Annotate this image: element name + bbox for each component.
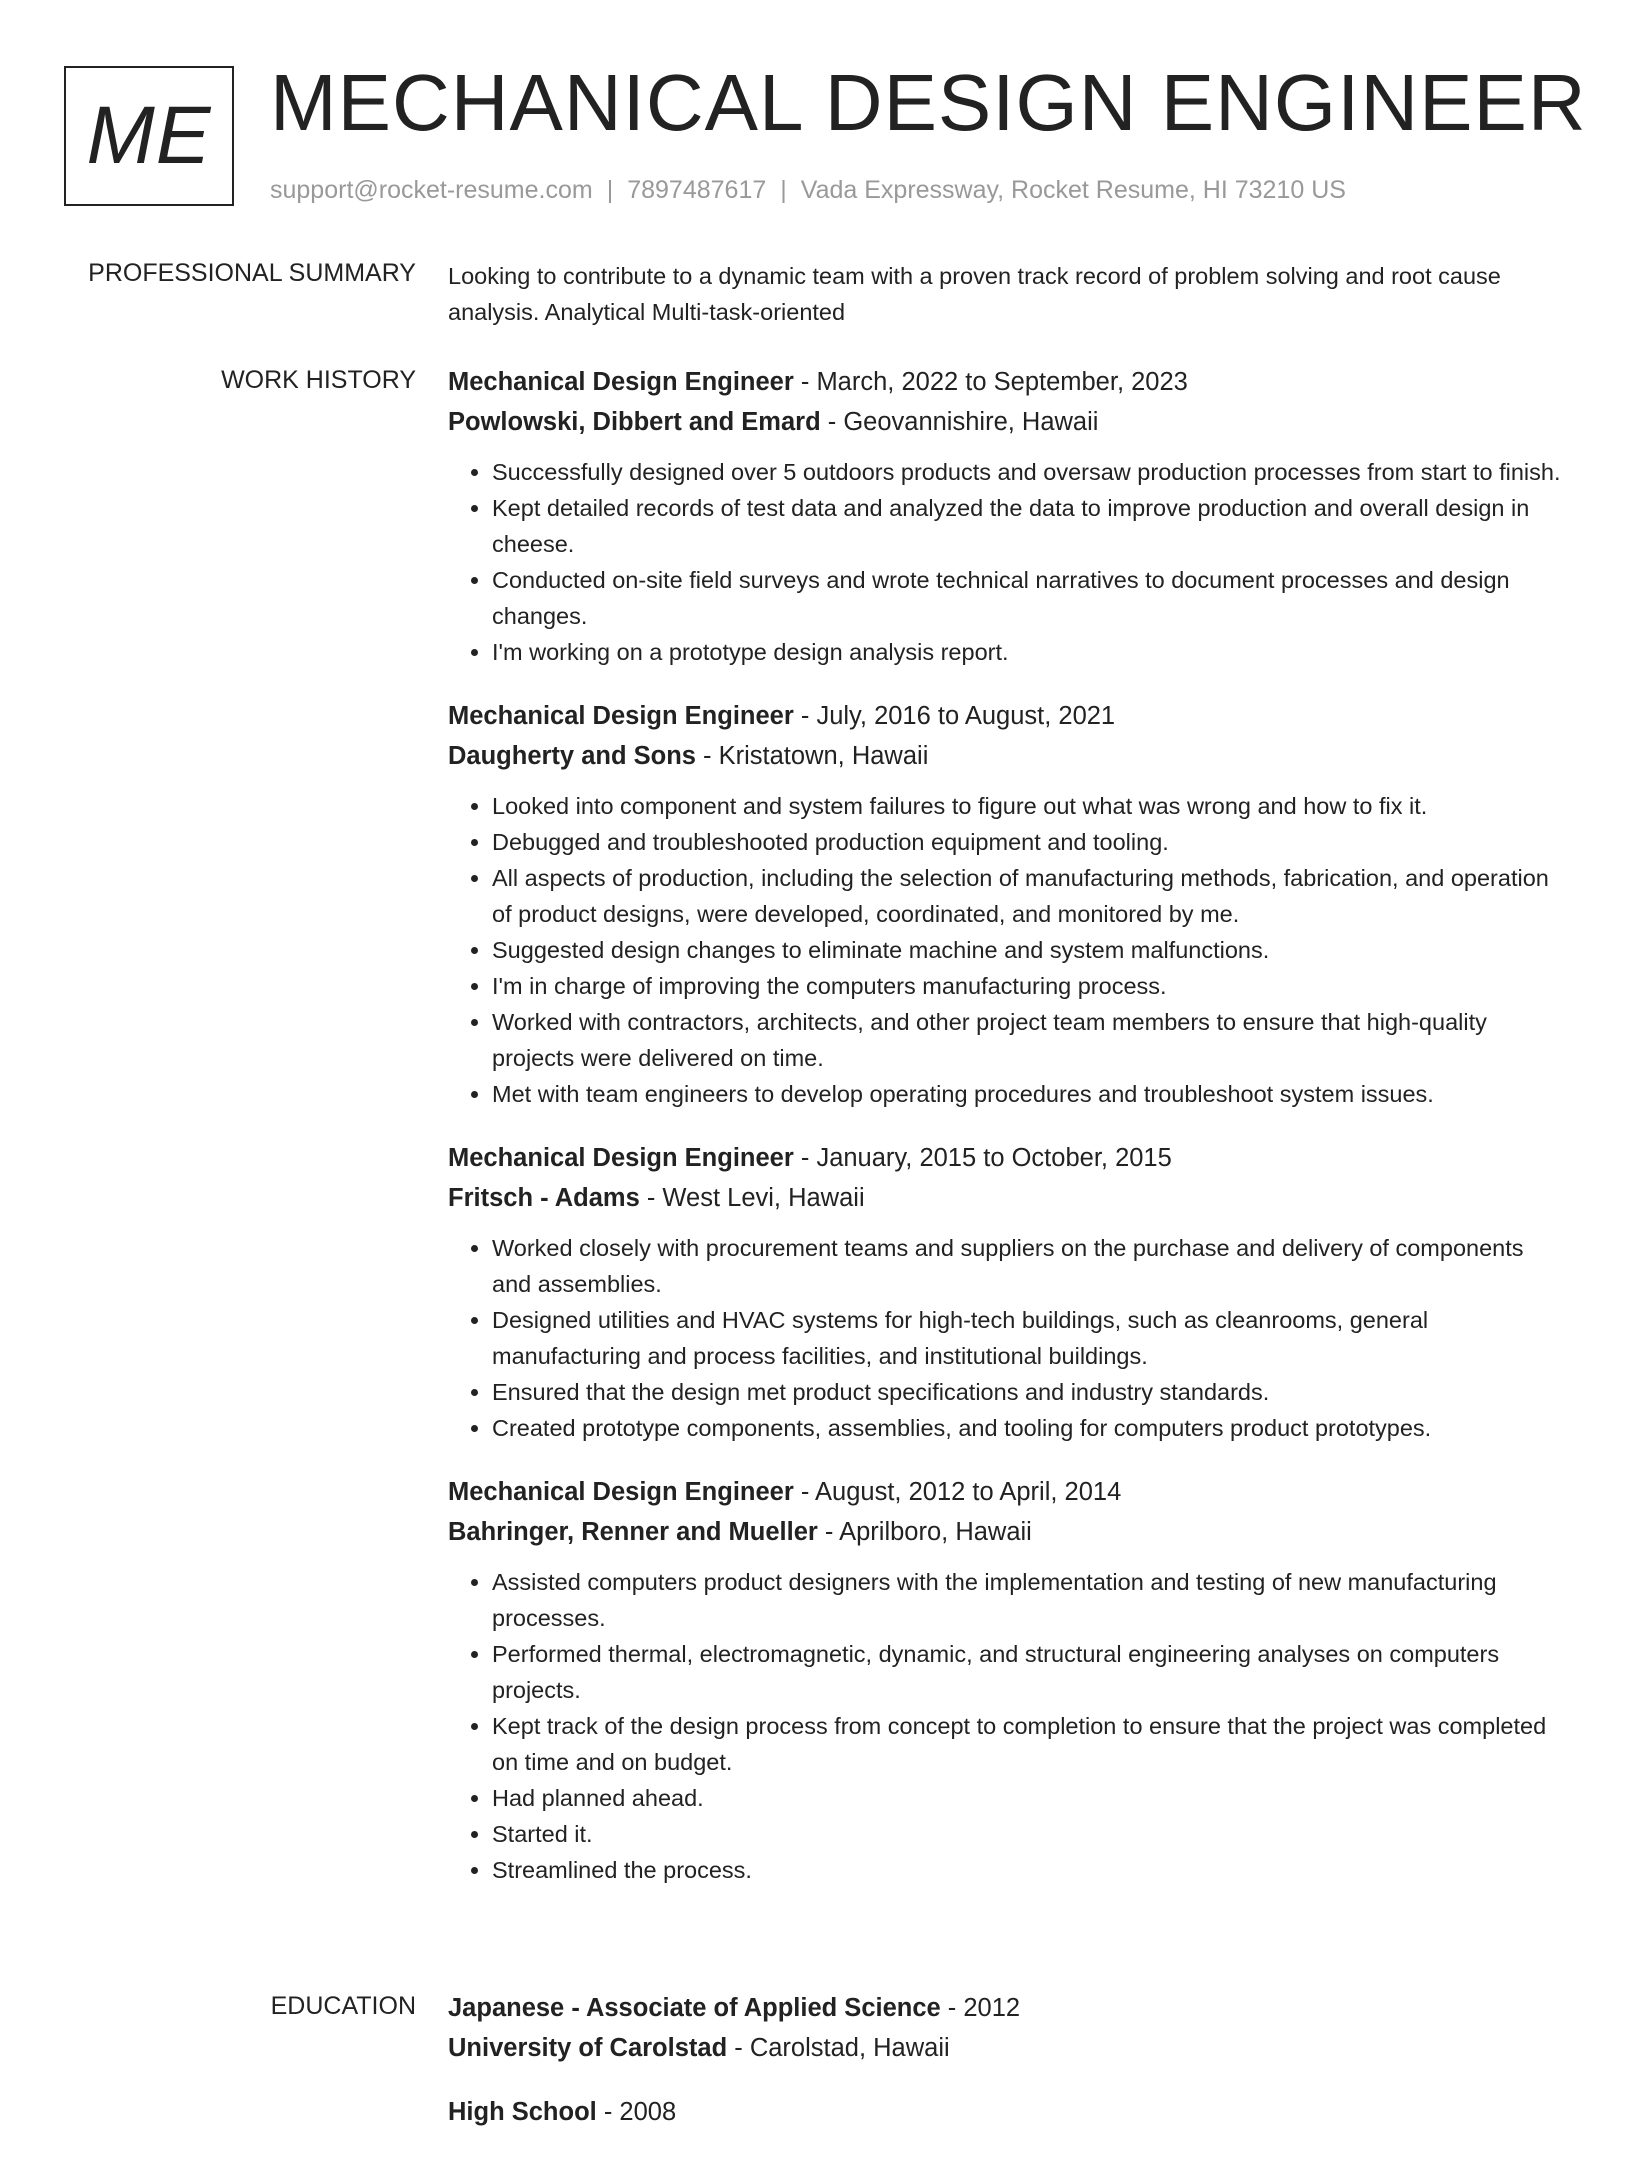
job-entry bbox=[448, 696, 1566, 1112]
job-company-line bbox=[448, 736, 1566, 776]
job-bullet: • Worked with contractors, architects, and other project team members to ensure that high-quality projects were delivered on time. bbox=[492, 1004, 1566, 1076]
section-title-education: EDUCATION bbox=[270, 1992, 416, 2020]
job-role: Mechanical Design Engineer bbox=[448, 702, 794, 730]
monogram-box bbox=[64, 66, 234, 206]
job-bullet: • Looked into component and system failures to figure out what was wrong and how to fix it. bbox=[492, 788, 1566, 824]
job-location: - Kristatown, Hawaii bbox=[695, 742, 929, 770]
education-degree-line bbox=[448, 1988, 1566, 2028]
job-bullet: • I'm working on a prototype design analysis report. bbox=[492, 634, 1566, 670]
education-entry bbox=[448, 1988, 1566, 2068]
job-bullet: • Suggested design changes to eliminate machine and system malfunctions. bbox=[492, 932, 1566, 968]
contact-separator: | bbox=[606, 176, 614, 204]
job-role: Mechanical Design Engineer bbox=[448, 1144, 794, 1172]
education-entry bbox=[448, 2092, 1566, 2132]
contact-separator: | bbox=[780, 176, 787, 204]
job-company: Fritsch - Adams bbox=[448, 1184, 640, 1212]
job-dates: - August, 2012 to April, 2014 bbox=[793, 1478, 1122, 1506]
job-bullet: • All aspects of production, including the selection of manufacturing methods, fabrication, and operation of product designs, were developed, coordinated, and monitored by me. bbox=[492, 860, 1566, 932]
job-company-line bbox=[448, 402, 1566, 442]
job-bullet: • Created prototype components, assemblies, and tooling for computers product prototypes. bbox=[492, 1410, 1566, 1446]
resume-title: MECHANICAL DESIGN ENGINEER bbox=[270, 58, 1587, 147]
job-dates: - March, 2022 to September, 2023 bbox=[793, 368, 1188, 396]
job-role-line bbox=[448, 1472, 1566, 1512]
job-bullet: • Conducted on-site field surveys and wrote technical narratives to document processes and design changes. bbox=[492, 562, 1566, 634]
job-company: Bahringer, Renner and Mueller bbox=[448, 1518, 818, 1546]
section-title-work-history: WORK HISTORY bbox=[221, 366, 416, 394]
job-bullet: • Successfully designed over 5 outdoors products and oversaw production processes from start to finish. bbox=[492, 454, 1566, 490]
education-section bbox=[448, 1988, 1566, 2158]
education-degree-line bbox=[448, 2092, 1566, 2132]
job-bullet: • Ensured that the design met product specifications and industry standards. bbox=[492, 1374, 1566, 1410]
job-role: Mechanical Design Engineer bbox=[448, 368, 794, 396]
job-bullet-list bbox=[448, 1230, 1566, 1446]
job-bullet-list bbox=[448, 788, 1566, 1112]
summary-text: Looking to contribute to a dynamic team with a proven track record of problem solving and root cause analysis. Analytical Multi-task-oriented bbox=[448, 263, 1501, 325]
job-role-line bbox=[448, 696, 1566, 736]
job-company: Powlowski, Dibbert and Emard bbox=[448, 408, 821, 436]
education-school-line bbox=[448, 2028, 1566, 2068]
job-location: - Geovannishire, Hawaii bbox=[820, 408, 1099, 436]
job-bullet: • Designed utilities and HVAC systems for high-tech buildings, such as cleanrooms, general manufacturing and process facilities, and institutional buildings. bbox=[492, 1302, 1566, 1374]
job-location: - Aprilboro, Hawaii bbox=[817, 1518, 1032, 1546]
monogram-initials: ME bbox=[86, 90, 212, 181]
job-bullet: • I'm in charge of improving the computers manufacturing process. bbox=[492, 968, 1566, 1004]
job-location: - West Levi, Hawaii bbox=[639, 1184, 865, 1212]
contact-line bbox=[270, 176, 1346, 205]
education-school: University of Carolstad bbox=[448, 2034, 728, 2062]
contact-email: support@rocket-resume.com bbox=[270, 176, 593, 204]
education-year: - 2012 bbox=[940, 1994, 1021, 2022]
job-entry bbox=[448, 362, 1566, 670]
job-bullet-list bbox=[448, 1564, 1566, 1888]
summary-section bbox=[448, 258, 1566, 330]
job-bullet: • Had planned ahead. bbox=[492, 1780, 1566, 1816]
job-entry bbox=[448, 1138, 1566, 1446]
contact-address: Vada Expressway, Rocket Resume, HI 73210 US bbox=[800, 176, 1346, 204]
education-location: - Carolstad, Hawaii bbox=[727, 2034, 950, 2062]
job-company-line bbox=[448, 1512, 1566, 1552]
job-role-line bbox=[448, 362, 1566, 402]
job-bullet: • Started it. bbox=[492, 1816, 1566, 1852]
contact-phone: 7897487617 bbox=[627, 176, 767, 204]
job-bullet: • Met with team engineers to develop operating procedures and troubleshoot system issues. bbox=[492, 1076, 1566, 1112]
job-bullet: • Kept detailed records of test data and analyzed the data to improve production and overall design in cheese. bbox=[492, 490, 1566, 562]
job-bullet: • Worked closely with procurement teams and suppliers on the purchase and delivery of components and assemblies. bbox=[492, 1230, 1566, 1302]
job-company-line bbox=[448, 1178, 1566, 1218]
job-bullet: • Streamlined the process. bbox=[492, 1852, 1566, 1888]
job-dates: - July, 2016 to August, 2021 bbox=[793, 702, 1116, 730]
job-bullet: • Debugged and troubleshooted production equipment and tooling. bbox=[492, 824, 1566, 860]
job-bullet-list bbox=[448, 454, 1566, 670]
job-bullet: • Assisted computers product designers with the implementation and testing of new manufacturing processes. bbox=[492, 1564, 1566, 1636]
job-bullet: • Performed thermal, electromagnetic, dynamic, and structural engineering analyses on computers projects. bbox=[492, 1636, 1566, 1708]
job-role-line bbox=[448, 1138, 1566, 1178]
job-entry bbox=[448, 1472, 1566, 1888]
section-title-summary: PROFESSIONAL SUMMARY bbox=[88, 259, 416, 287]
job-dates: - January, 2015 to October, 2015 bbox=[793, 1144, 1172, 1172]
job-list bbox=[448, 362, 1566, 1888]
education-degree: High School bbox=[448, 2098, 597, 2126]
education-degree: Japanese - Associate of Applied Science bbox=[448, 1994, 941, 2022]
education-year: - 2008 bbox=[596, 2098, 677, 2126]
job-bullet: • Kept track of the design process from concept to completion to ensure that the project was completed on time and on budget. bbox=[492, 1708, 1566, 1780]
job-role: Mechanical Design Engineer bbox=[448, 1478, 794, 1506]
job-company: Daugherty and Sons bbox=[448, 742, 696, 770]
work-history-section bbox=[448, 362, 1566, 1914]
